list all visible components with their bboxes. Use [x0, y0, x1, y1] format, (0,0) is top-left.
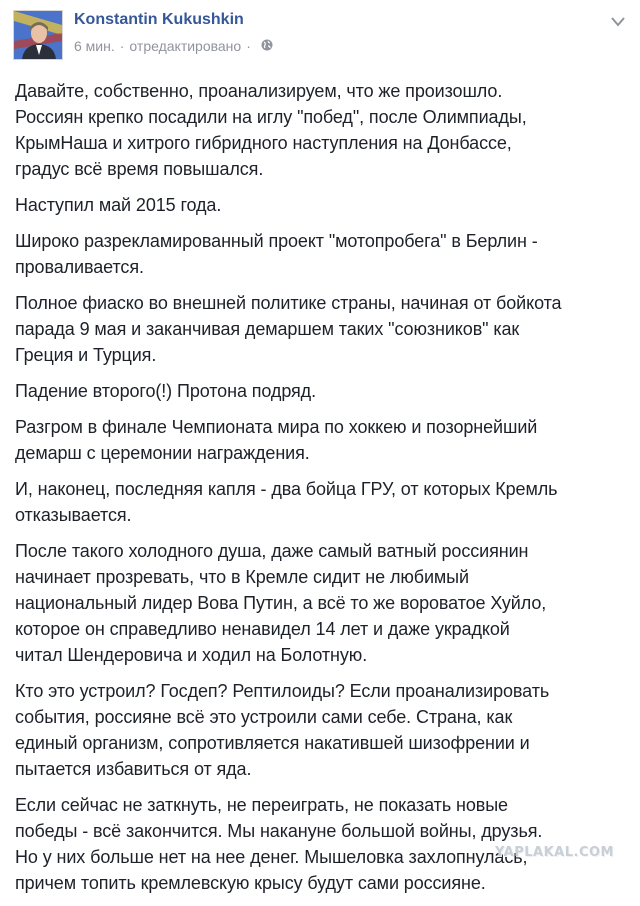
meta-separator-2: ·: [246, 38, 251, 54]
post-meta: [74, 38, 273, 54]
post-paragraph: Если сейчас не заткнуть, не переиграть, не показать новые победы - всё закончится. Мы накануне большой войны, друзья. Но у них больше нет на нее денег. Мышеловка захлопнулась, причем топить кремлевскую крысу будут сами россияне.: [15, 795, 543, 893]
post-paragraph: После такого холодного душа, даже самый ватный россиянин начинает прозревать, что в Кремле сидит не любимый национальный лидер Вова Путин, а всё то же вороватое Хуйло, которое он справедливо ненавидел 14 лет и даже украдкой читал Шендеровича и ходил на Болотную.: [15, 541, 547, 665]
post-paragraph: И, наконец, последняя капля - два бойца ГРУ, от которых Кремль отказывается.: [15, 479, 558, 525]
post-paragraph: Наступил май 2015 года.: [15, 195, 222, 215]
avatar[interactable]: [13, 10, 63, 60]
edited-label[interactable]: отредактировано: [129, 38, 242, 54]
post-paragraph: Полное фиаско во внешней политике страны, начиная от бойкота парада 9 мая и заканчивая демаршем таких "союзников" как Греция и Турция.: [15, 293, 562, 365]
avatar-image: [14, 11, 62, 59]
post-body: [15, 78, 627, 906]
post-paragraph: Кто это устроил? Госдеп? Рептилоиды? Если проанализировать события, россияне всё это устроили сами себе. Страна, как единый организм, сопротивляется накатившей шизофрении и пытается избавиться от яда.: [15, 681, 550, 779]
post-time[interactable]: 6 мин.: [74, 38, 115, 54]
post-paragraph: Падение второго(!) Протона подряд.: [15, 381, 316, 401]
meta-separator: ·: [119, 38, 125, 54]
post-paragraph: Разгром в финале Чемпионата мира по хоккею и позорнейший демарш с церемонии награждения.: [15, 417, 538, 463]
watermark: YAPLAKAL.COM: [495, 845, 614, 860]
post-paragraph: Давайте, собственно, проанализируем, что же произошло. Россиян крепко посадили на иглу "побед", после Олимпиады, КрымНаша и хитрого гибридного наступления на Донбассе, градус всё время повышался.: [15, 81, 527, 179]
chevron-down-icon[interactable]: [611, 14, 625, 24]
author-name[interactable]: Konstantin Kukushkin: [74, 11, 244, 28]
post-paragraph: Широко разрекламированный проект "мотопробега" в Берлин - проваливается.: [15, 231, 538, 277]
globe-icon[interactable]: [261, 38, 273, 54]
post-header: [13, 10, 625, 60]
